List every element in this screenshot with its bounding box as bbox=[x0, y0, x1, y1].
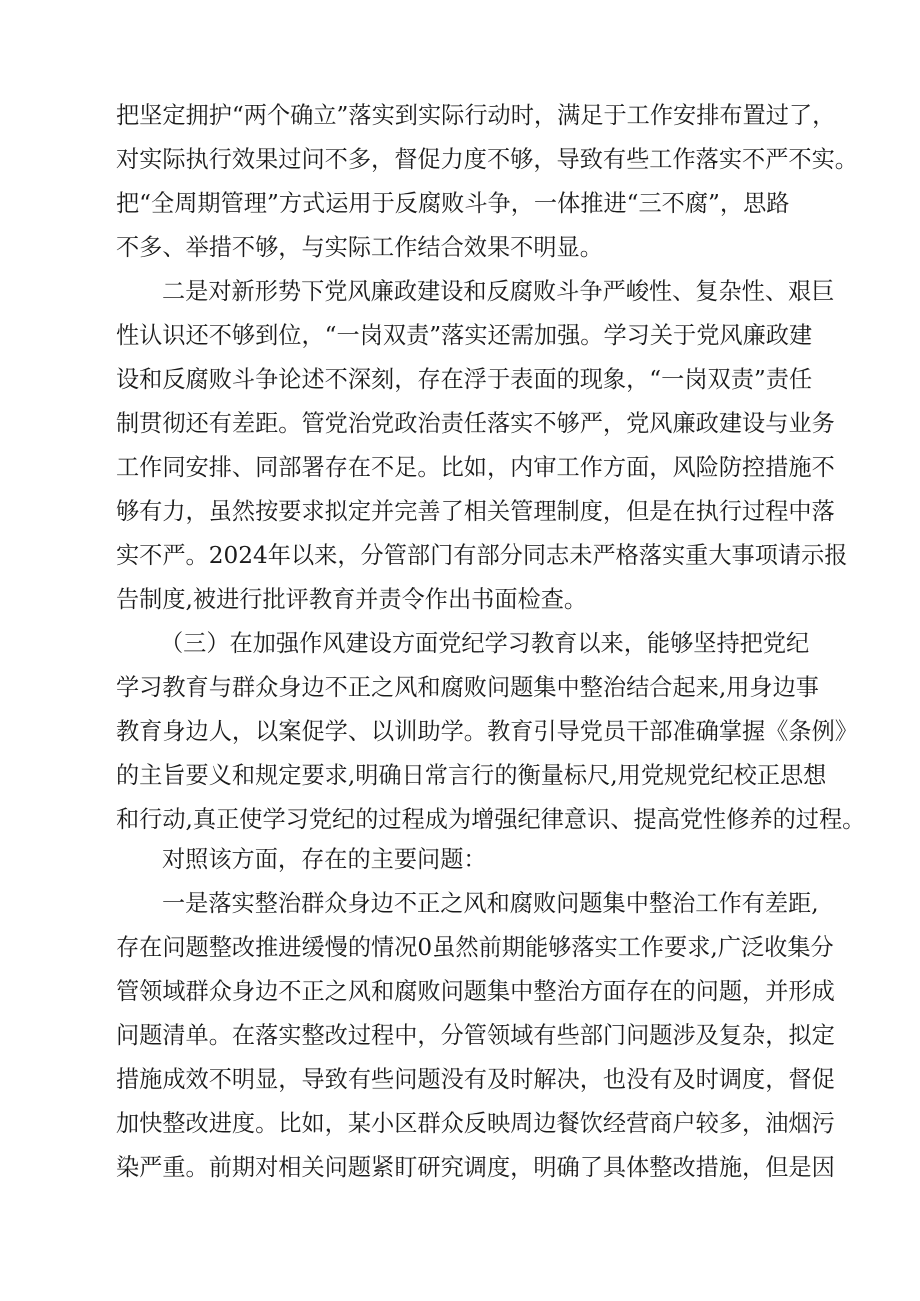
text-line: 对实际执行效果过问不多，督促力度不够，导致有些工作落实不严不实。 bbox=[116, 146, 858, 173]
text-line: 性认识还不够到位，“一岗双责”落实还需加强。学习关于党风廉政建 bbox=[116, 322, 813, 349]
text-line: 和行动,真正使学习党纪的过程成为增强纪律意识、提高党性修养的过程。 bbox=[116, 806, 866, 833]
text-line: 措施成效不明显，导致有些问题没有及时解决，也没有及时调度，督促 bbox=[116, 1066, 835, 1093]
text-line: 管领域群众身边不正之风和腐败问题集中整治方面存在的问题，并形成 bbox=[116, 978, 835, 1005]
text-line: 设和反腐败斗争论述不深刻，存在浮于表面的现象，“一岗双责”责任 bbox=[116, 366, 813, 393]
text-line: 实不严。2024年以来，分管部门有部分同志未严格落实重大事项请示报 bbox=[116, 542, 848, 569]
text-line: 把坚定拥护“两个确立”落实到实际行动时，满足于工作安排布置过了， bbox=[116, 102, 836, 129]
section-heading-line: （三）在加强作风建设方面党纪学习教育以来，能够坚持把党纪 bbox=[160, 630, 810, 657]
text-line: 不多、举措不够，与实际工作结合效果不明显。 bbox=[116, 234, 603, 261]
text-line: 工作同安排、同部署存在不足。比如，内审工作方面，风险防控措施不 bbox=[116, 454, 835, 481]
text-line: 教育身边人，以案促学、以训助学。教育引导党员干部准确掌握《条例》 bbox=[116, 718, 858, 745]
paragraph-first-line: 二是对新形势下党风廉政建设和反腐败斗争严峻性、复杂性、艰巨 bbox=[162, 278, 835, 305]
text-line: 问题清单。在落实整改过程中，分管领域有些部门问题涉及复杂，拟定 bbox=[116, 1022, 835, 1049]
text-line: 存在问题整改推进缓慢的情况0虽然前期能够落实工作要求,广泛收集分 bbox=[116, 934, 834, 961]
paragraph-first-line: 对照该方面，存在的主要问题： bbox=[162, 846, 487, 873]
text-line: 把“全周期管理”方式运用于反腐败斗争，一体推进“三不腐”，思路 bbox=[116, 190, 790, 217]
text-line: 告制度,被进行批评教育并责令作出书面检查。 bbox=[116, 586, 588, 613]
text-line: 够有力，虽然按要求拟定并完善了相关管理制度，但是在执行过程中落 bbox=[116, 498, 835, 525]
text-line: 学习教育与群众身边不正之风和腐败问题集中整治结合起来,用身边事 bbox=[116, 674, 819, 701]
text-line: 制贯彻还有差距。管党治党政治责任落实不够严，党风廉政建设与业务 bbox=[116, 410, 835, 437]
paragraph-first-line: 一是落实整治群众身边不正之风和腐败问题集中整治工作有差距, bbox=[162, 890, 819, 917]
text-line: 的主旨要义和规定要求,明确日常言行的衡量标尺,用党规党纪校正思想 bbox=[116, 762, 827, 789]
text-line: 加快整改进度。比如，某小区群众反映周边餐饮经营商户较多，油烟污 bbox=[116, 1110, 835, 1137]
text-line: 染严重。前期对相关问题紧盯研究调度，明确了具体整改措施，但是因 bbox=[116, 1154, 835, 1181]
